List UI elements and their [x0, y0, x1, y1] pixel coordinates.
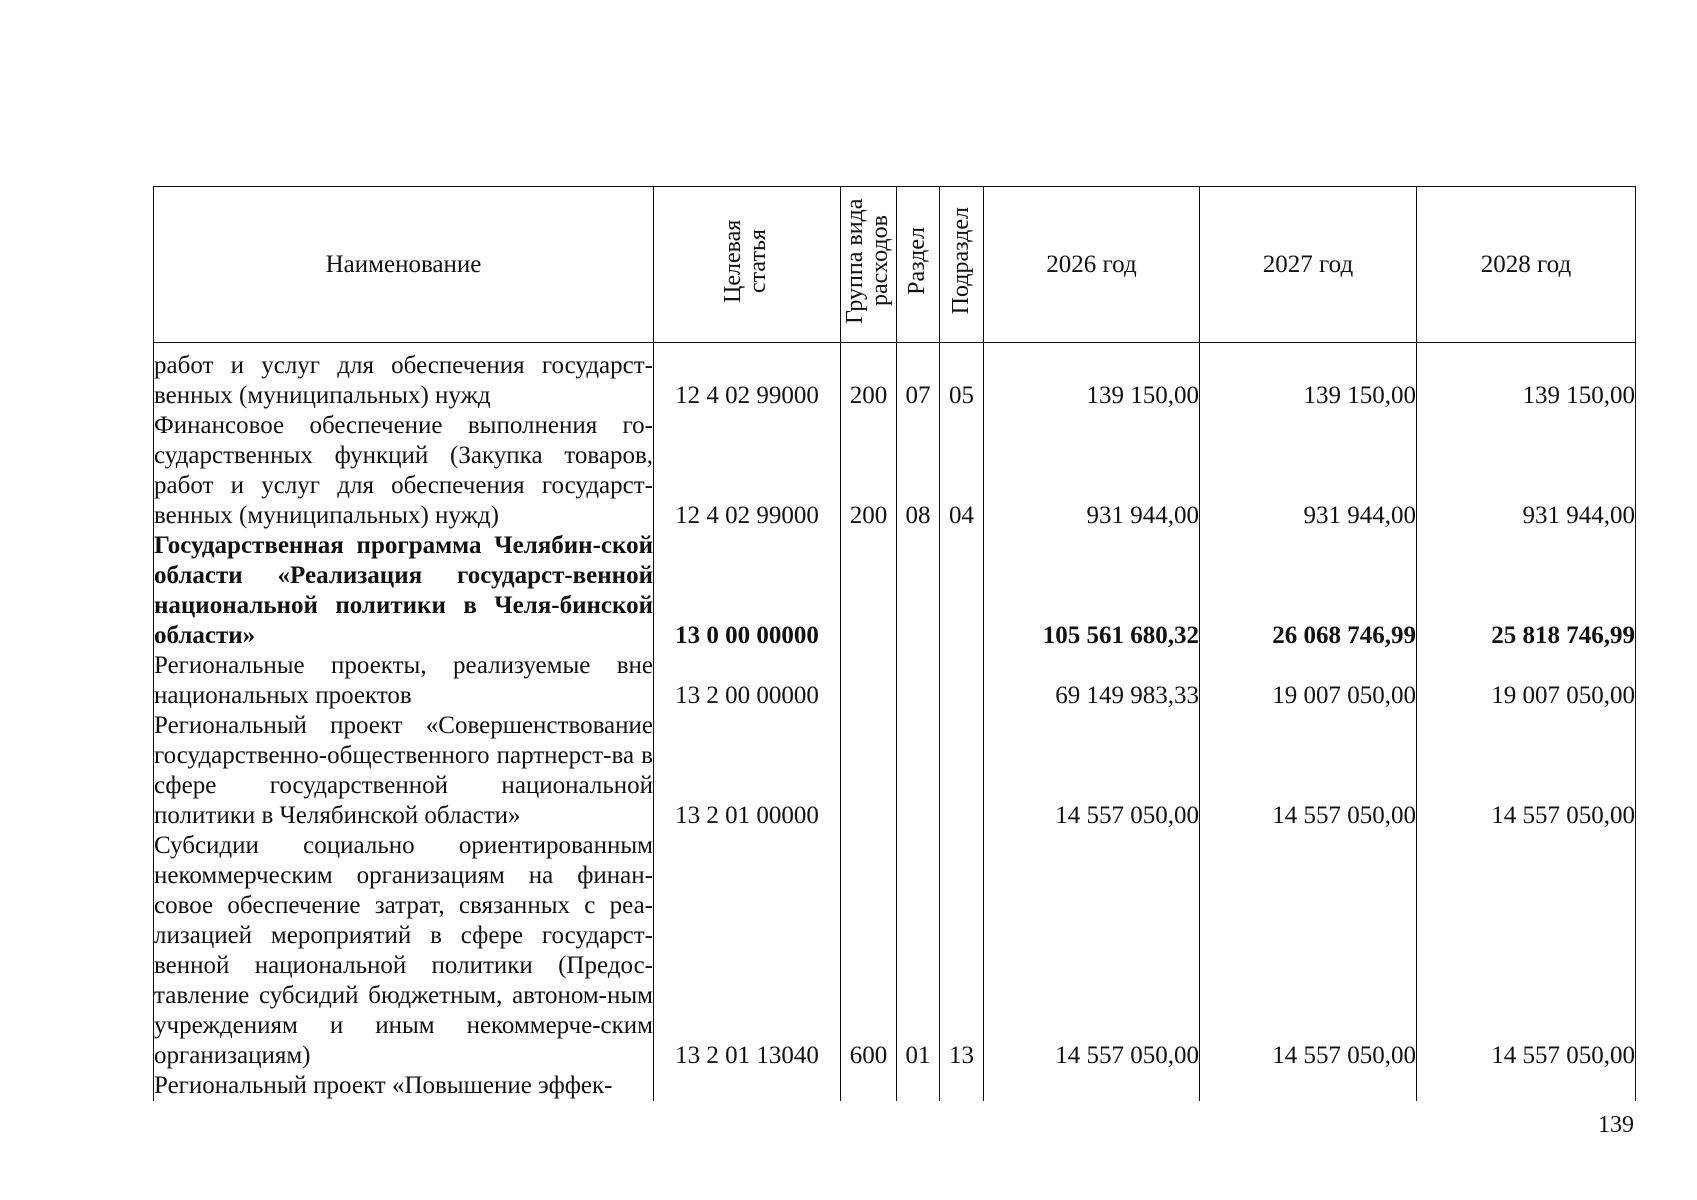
row-group — [841, 711, 897, 831]
row-group: 200 — [841, 411, 897, 531]
row-name: Региональные проекты, реализуемые вне национальных проектов — [154, 652, 653, 709]
row-code: 12 4 02 99000 — [654, 343, 841, 412]
header-year-2026: 2026 год — [984, 187, 1200, 343]
row-2026: 69 149 983,33 — [984, 651, 1200, 711]
row-2027: 139 150,00 — [1200, 343, 1417, 412]
row-subsection — [940, 1071, 984, 1101]
row-group — [841, 531, 897, 651]
table-row — [154, 411, 1636, 531]
row-code: 13 0 00 00000 — [654, 531, 841, 651]
row-2028: 931 944,00 — [1417, 411, 1636, 531]
row-section — [897, 531, 940, 651]
header-section: Раздел — [897, 187, 940, 343]
row-2026: 105 561 680,32 — [984, 531, 1200, 651]
row-group: 600 — [841, 831, 897, 1071]
header-target-article: Целевая статья — [654, 187, 841, 343]
row-section: 01 — [897, 831, 940, 1071]
row-name: Региональный проект «Совершенствование государственно-общественного партнерст-ва в сфере государственной национальной политики в Челябинской области» — [154, 712, 653, 829]
header-subsection: Подраздел — [940, 187, 984, 343]
row-section — [897, 711, 940, 831]
row-2026: 14 557 050,00 — [984, 831, 1200, 1071]
table-row — [154, 831, 1636, 1071]
row-section: 07 — [897, 343, 940, 412]
row-group — [841, 651, 897, 711]
row-name: Субсидии социально ориентированным некоммерческим организациям на финан-совое обеспечение затрат, связанных с реа-лизацией мероприятий в сфере государст-венной национальной политики (Предос-тавление субсидий бюджетным, автоном-ным учреждениям и иным некоммерче-ским организациям) — [154, 832, 653, 1069]
row-code — [654, 1071, 841, 1101]
row-2028 — [1417, 1071, 1636, 1101]
row-section — [897, 651, 940, 711]
table-row — [154, 1071, 1636, 1101]
header-year-2028: 2028 год — [1417, 187, 1636, 343]
row-2027: 14 557 050,00 — [1200, 711, 1417, 831]
row-code: 13 2 00 00000 — [654, 651, 841, 711]
row-2028: 25 818 746,99 — [1417, 531, 1636, 651]
row-2028: 14 557 050,00 — [1417, 711, 1636, 831]
row-2026 — [984, 1071, 1200, 1101]
budget-table — [153, 186, 1636, 1101]
row-2027: 931 944,00 — [1200, 411, 1417, 531]
table-header-row — [154, 187, 1636, 343]
row-2028: 139 150,00 — [1417, 343, 1636, 412]
header-name: Наименование — [154, 187, 654, 343]
row-group — [841, 1071, 897, 1101]
header-expense-group: Группа вида расходов — [841, 187, 897, 343]
row-code: 13 2 01 00000 — [654, 711, 841, 831]
row-subsection: 05 — [940, 343, 984, 412]
row-2027: 26 068 746,99 — [1200, 531, 1417, 651]
row-code: 12 4 02 99000 — [654, 411, 841, 531]
row-subsection — [940, 651, 984, 711]
row-section: 08 — [897, 411, 940, 531]
row-2026: 139 150,00 — [984, 343, 1200, 412]
row-group: 200 — [841, 343, 897, 412]
row-name: работ и услуг для обеспечения государст-венных (муниципальных) нужд — [154, 343, 654, 412]
row-2027 — [1200, 1071, 1417, 1101]
row-code: 13 2 01 13040 — [654, 831, 841, 1071]
row-2027: 14 557 050,00 — [1200, 831, 1417, 1071]
row-2026: 931 944,00 — [984, 411, 1200, 531]
table-row — [154, 531, 1636, 651]
row-name: Государственная программа Челябин-ской области «Реализация государст-венной национальной политики в Челя-бинской области» — [154, 532, 653, 649]
row-subsection: 13 — [940, 831, 984, 1071]
row-subsection: 04 — [940, 411, 984, 531]
row-name: Финансовое обеспечение выполнения го-сударственных функций (Закупка товаров, работ и услуг для обеспечения государст-венных (муниципальных) нужд) — [154, 412, 653, 529]
row-2026: 14 557 050,00 — [984, 711, 1200, 831]
row-subsection — [940, 711, 984, 831]
table-row — [154, 651, 1636, 711]
table-row — [154, 711, 1636, 831]
row-2027: 19 007 050,00 — [1200, 651, 1417, 711]
row-2028: 14 557 050,00 — [1417, 831, 1636, 1071]
row-section — [897, 1071, 940, 1101]
header-year-2027: 2027 год — [1200, 187, 1417, 343]
page-number: 139 — [1598, 1112, 1634, 1138]
table-row — [154, 343, 1636, 412]
row-2028: 19 007 050,00 — [1417, 651, 1636, 711]
row-subsection — [940, 531, 984, 651]
row-name: Региональный проект «Повышение эффек- — [154, 1071, 654, 1101]
